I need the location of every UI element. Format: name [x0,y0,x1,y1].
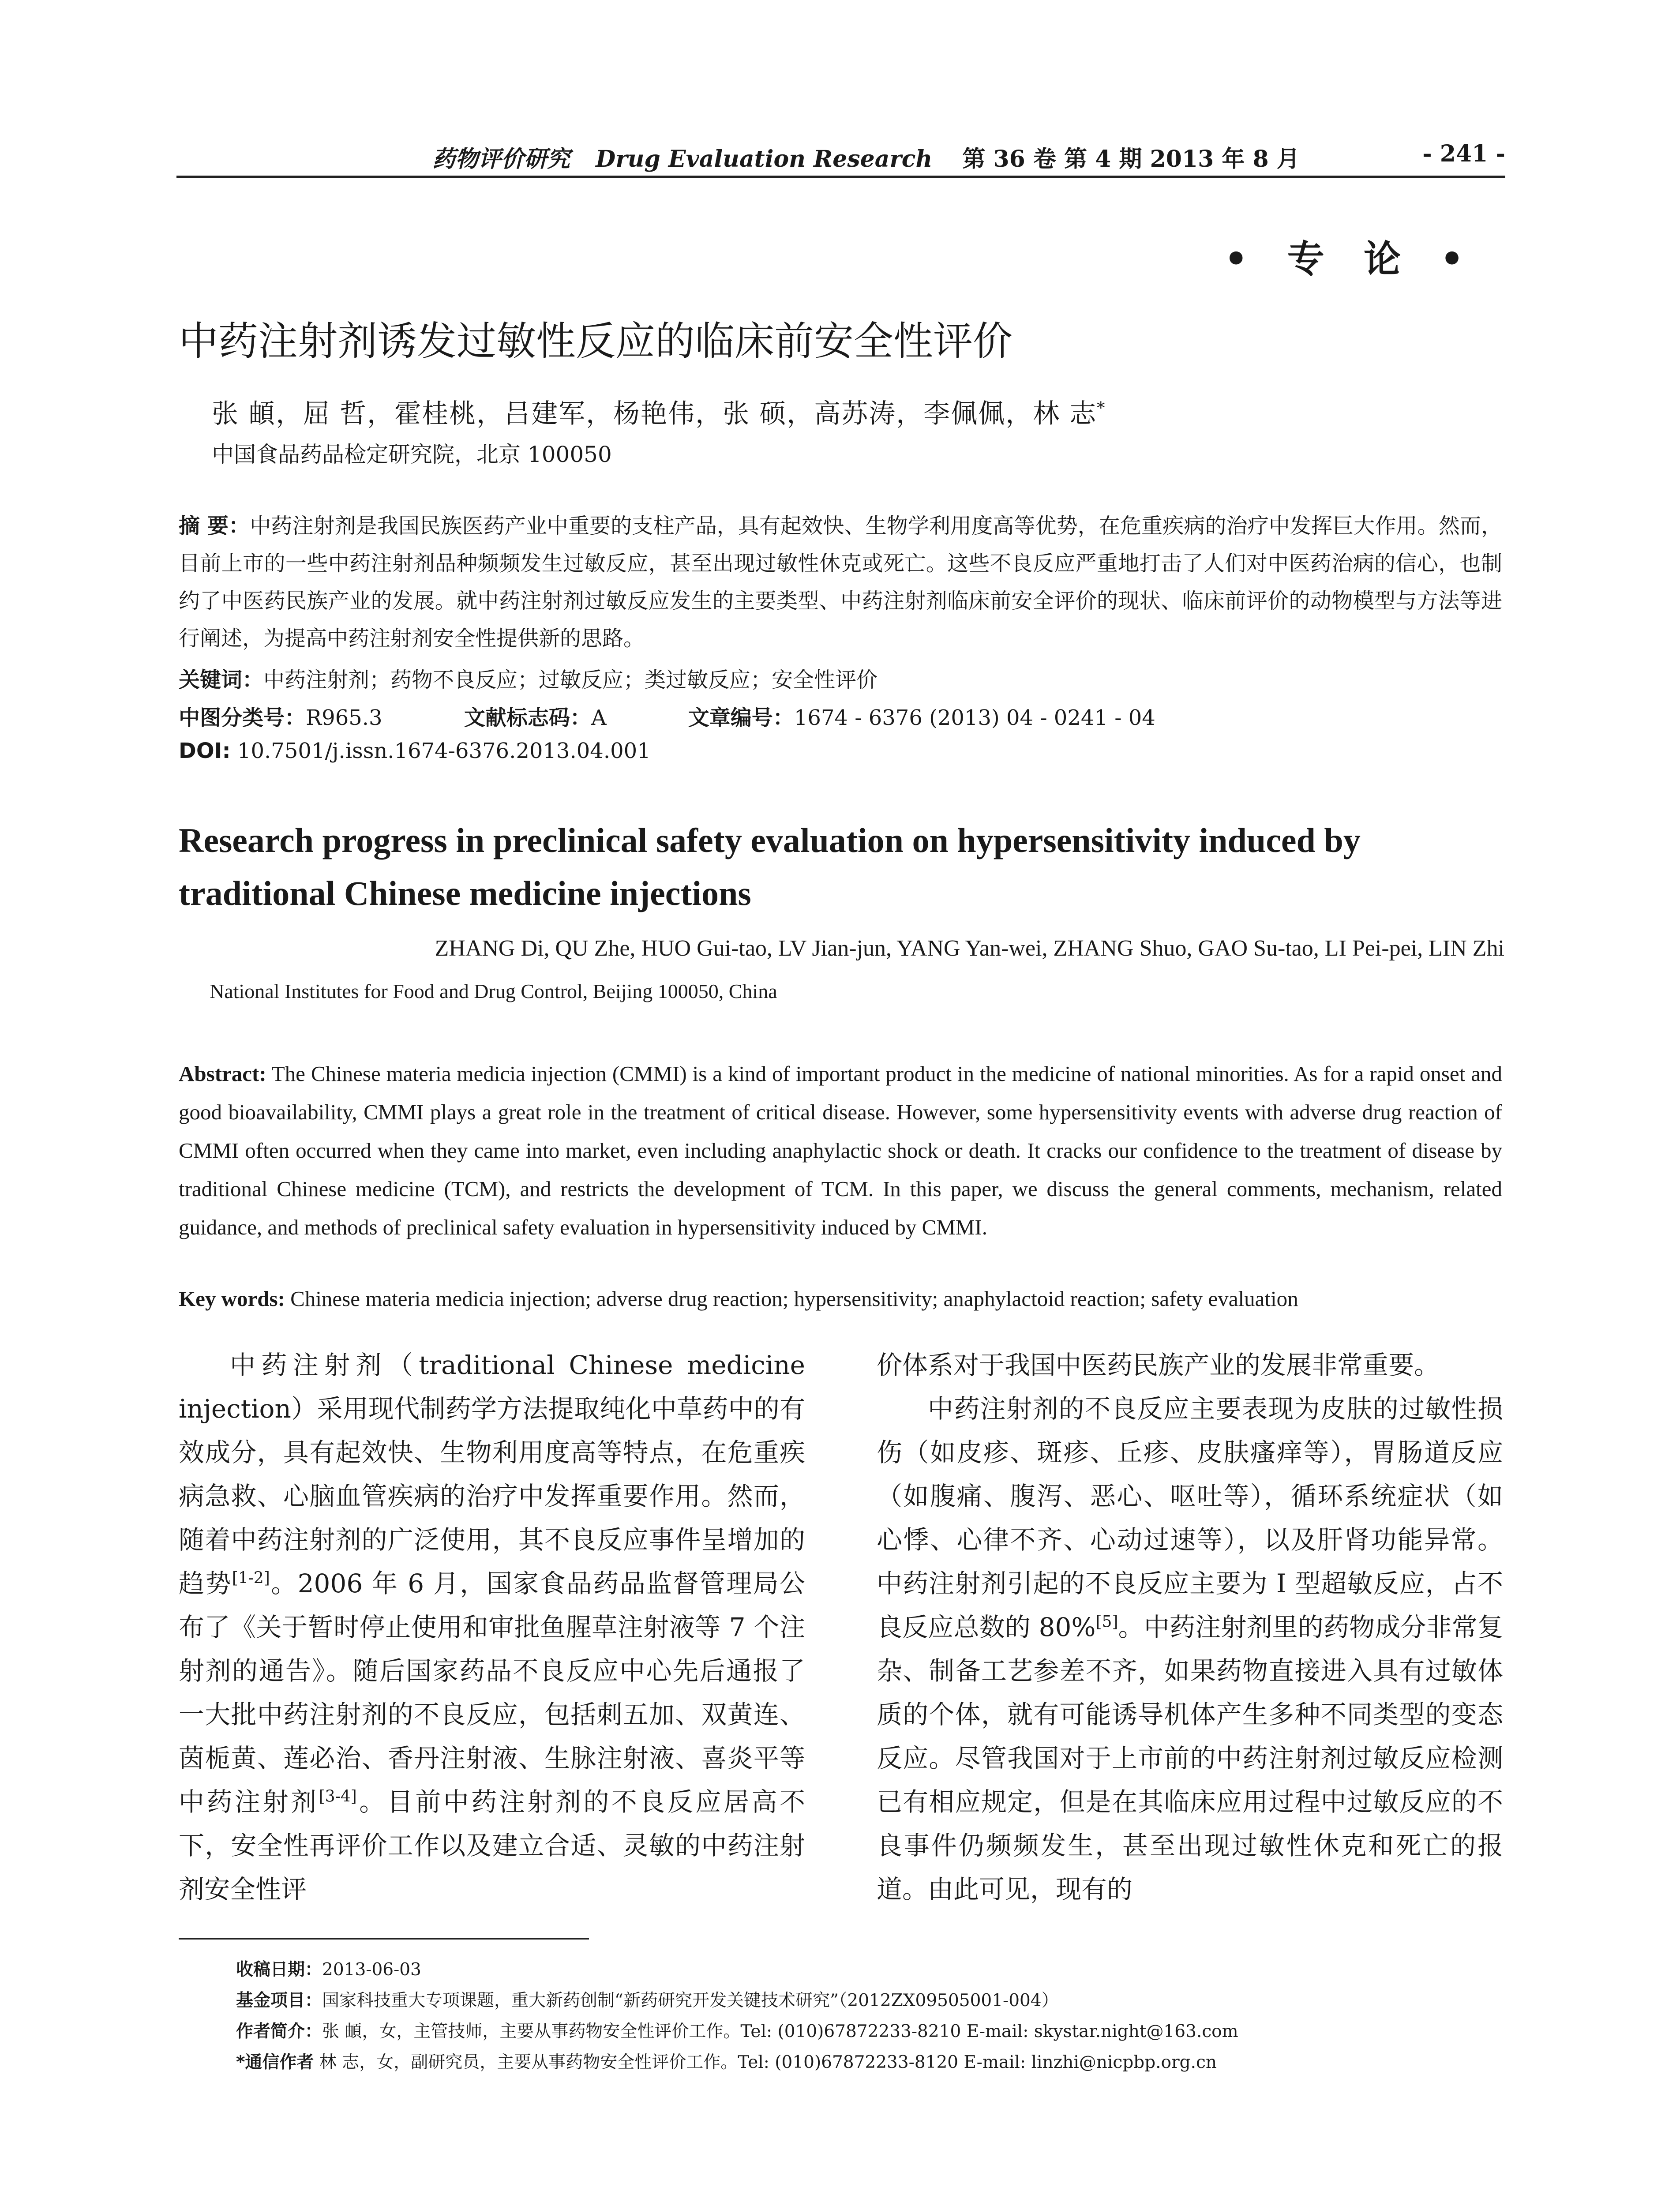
body-text: 中药注射剂的不良反应主要表现为皮肤的过敏性损伤（如皮疹、斑疹、丘疹、皮肤瘙痒等），胃肠道反应（如腹痛、腹泻、恶心、呕吐等），循环系统症状（如心悸、心律不齐、心动过速等），以及肝肾功能异常。中药注射剂引起的不良反应主要为 I 型超敏反应，占不良反应总数的 80% [877,1394,1503,1642]
footnote-label: *通信作者 [236,2052,314,2072]
footnote-text: 张 頔，女，主管技师，主要从事药物安全性评价工作。Tel: (010)67872233-8210 E-mail: skystar.night@163.com [322,2022,1238,2041]
footnotes [236,1955,1515,2078]
clc-value: R965.3 [306,705,382,730]
footnote-corresponding [236,2047,1515,2078]
footnote-received [236,1955,1515,1985]
doi-label: DOI: [179,739,231,763]
footnote-fund [236,1985,1515,2016]
articleno-value: 1674 - 6376 (2013) 04 - 0241 - 04 [794,705,1155,730]
body-text: 。目前中药注射剂的不良反应居高不下，安全性再评价工作以及建立合适、灵敏的中药注射剂安全性评 [179,1787,805,1904]
abstract-en-label: Abstract: [179,1062,266,1086]
keywords-cn-text: 中药注射剂；药物不良反应；过敏反应；类过敏反应；安全性评价 [263,668,878,692]
clc-label: 中图分类号： [179,705,306,730]
issue-info: 第 36 卷 第 4 期 2013 年 8 月 [962,146,1300,173]
section-label: • 专 论 • [1224,237,1477,281]
running-header-left [432,140,1300,173]
footnote-text: 林 志，女，副研究员，主要从事药物安全性评价工作。Tel: (010)67872233-8120 E-mail: linzhi@nicpbp.org.cn [319,2052,1217,2072]
body-text: 。中药注射剂里的药物成分非常复杂、制备工艺参差不齐，如果药物直接进入具有过敏体质的个体，就有可能诱导机体产生多种不同类型的变态反应。尽管我国对于上市前的中药注射剂过敏反应检测已有相应规定，但是在其临床应用过程中过敏反应的不良事件仍频频发生，甚至出现过敏性休克和死亡的报道。由此可见，现有的 [877,1612,1503,1904]
abstract-en-text: The Chinese materia medicia injection (CMMI) is a kind of important product in the medicine of national minorities. As for a rapid onset and good bioavailability, CMMI plays a great role in the treatment of critical disease. However, some hypersensitivity events with adverse drug reaction of CMMI often occurred when they came into market, even including anaphylactic shock or death. It cracks our confidence to the treatment of disease by traditional Chinese medicine (TCM), and restricts the development of TCM. In this paper, we discuss the general comments, mechanism, related guidance, and methods of preclinical safety evaluation in hypersensitivity induced by CMMI. [179,1062,1502,1239]
keywords-cn-label: 关键词： [179,668,264,692]
articleno-label: 文章编号： [688,705,794,730]
keywords-en-text: Chinese materia medicia injection; adverse drug reaction; hypersensitivity; anaphylactoid reaction; safety evaluation [290,1287,1298,1311]
affiliation-cn: 中国食品药品检定研究院，北京 100050 [212,442,612,467]
body-paragraph [179,1343,805,1911]
classification-line [179,701,1155,731]
footnote-author [236,2016,1515,2047]
doccode-value: A [591,705,607,730]
footnote-text: 国家科技重大专项课题，重大新药创制“新药研究开发关键技术研究”（2012ZX09505001-004） [322,1991,1059,2011]
abstract-cn-text: 中药注射剂是我国民族医药产业中重要的支柱产品，具有起效快、生物学利用度高等优势，在危重疾病的治疗中发挥巨大作用。然而，目前上市的一些中药注射剂品种频频发生过敏反应，甚至出现过敏性休克或死亡。这些不良反应严重地打击了人们对中医药治病的信心，也制约了中医药民族产业的发展。就中药注射剂过敏反应发生的主要类型、中药注射剂临床前安全评价的现状、临床前评价的动物模型与方法等进行阐述，为提高中药注射剂安全性提供新的思路。 [179,514,1502,651]
affiliation-en: National Institutes for Food and Drug Control, Beijing 100050, China [210,980,777,1002]
doccode-label: 文献标志码： [464,705,591,730]
journal-name-cn: 药物评价研究 [432,146,570,173]
footnote-label: 收稿日期： [236,1960,322,1980]
abstract-en [179,1054,1502,1246]
authors-en: ZHANG Di, QU Zhe, HUO Gui-tao, LV Jian-jun, YANG Yan-wei, ZHANG Shuo, GAO Su-tao, LI Pei-pei, LIN Zhi [435,936,1504,961]
keywords-cn [179,663,878,693]
keywords-en [179,1286,1502,1311]
footnote-text: 2013-06-03 [322,1960,421,1980]
body-paragraph [877,1387,1503,1911]
doi-line [179,739,651,763]
citation: [5] [1095,1613,1118,1631]
doi-value: 10.7501/j.issn.1674-6376.2013.04.001 [237,739,651,763]
footnote-label: 作者简介： [236,2022,322,2041]
body-paragraph: 价体系对于我国中医药民族产业的发展非常重要。 [877,1350,1440,1380]
corresponding-mark: * [1097,399,1106,417]
keywords-en-label: Key words: [179,1287,285,1311]
authors-cn-text: 张 頔，屈 哲，霍桂桃，吕建军，杨艳伟，张 硕，高苏涛，李佩佩，林 志 [212,398,1097,429]
page-number: - 241 - [1422,140,1505,167]
running-header [176,140,1505,173]
body-column-right [877,1343,1503,1911]
journal-name-en: Drug Evaluation Research [596,146,933,173]
header-rule [176,176,1505,178]
abstract-cn [179,507,1502,657]
footnote-label: 基金项目： [236,1991,322,2011]
footnote-rule [179,1938,589,1940]
abstract-cn-label: 摘 要： [179,514,250,538]
article-title-en: Research progress in preclinical safety evaluation on hypersensitivity induced by traditional Chinese medicine injections [179,821,1361,912]
body-column-left [179,1343,805,1911]
citation: [1-2] [232,1569,270,1587]
authors-cn [212,393,1106,431]
body-text: 中药注射剂（traditional Chinese medicine injection）采用现代制药学方法提取纯化中草药中的有效成分，具有起效快、生物利用度高等特点，在危重疾病急救、心脑血管疾病的治疗中发挥重要作用。然而，随着中药注射剂的广泛使用，其不良反应事件呈增加的趋势 [179,1350,805,1598]
article-title-cn: 中药注射剂诱发过敏性反应的临床前安全性评价 [179,318,1012,364]
body-text: 。2006 年 6 月，国家食品药品监督管理局公布了《关于暂时停止使用和审批鱼腥草注射液等 7 个注射剂的通告》。随后国家药品不良反应中心先后通报了一大批中药注射剂的不良反应，包括刺五加、双黄连、茵栀黄、莲必治、香丹注射液、生脉注射液、喜炎平等中药注射剂 [179,1568,805,1817]
citation: [3-4] [319,1787,357,1806]
